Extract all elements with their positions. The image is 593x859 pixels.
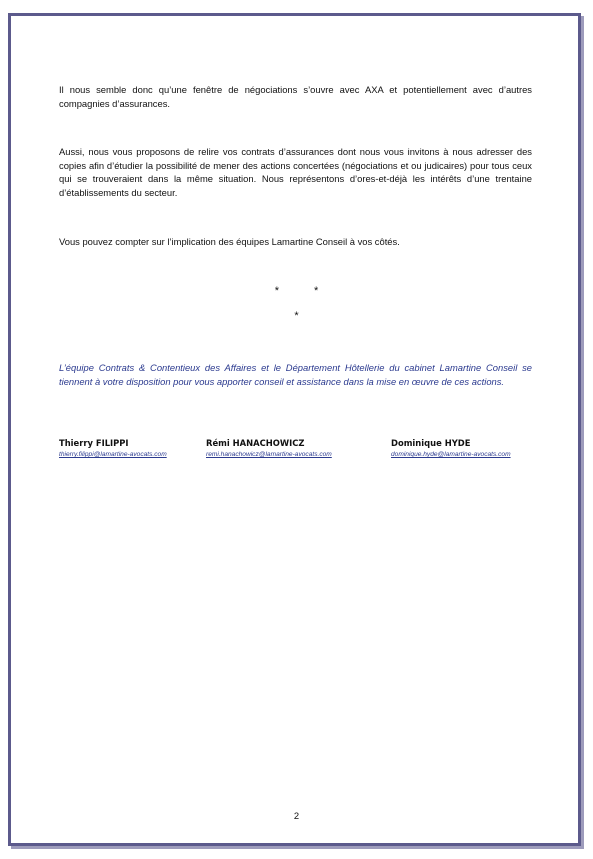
team-availability-note: L’équipe Contrats & Contentieux des Affaires et le Département Hôtellerie du cabinet Lamartine Conseil se tiennent à votre disposition pour vous apporter conseil et assistance dans la mise en œuvre de ces actions. <box>59 362 532 387</box>
signatory-block <box>59 438 167 458</box>
signatory-block <box>391 438 511 458</box>
paragraph-team-commitment: Vous pouvez compter sur l’implication des équipes Lamartine Conseil à vos côtés. <box>59 236 400 247</box>
separator-star: * <box>274 285 279 297</box>
separator-star: * <box>314 285 319 297</box>
signatory-name: Thierry FILIPPI <box>59 438 129 448</box>
page-frame <box>8 13 581 846</box>
signatory-name: Dominique HYDE <box>391 438 471 448</box>
signatory-name: Rémi HANACHOWICZ <box>206 438 305 448</box>
separator-stars-row1 <box>0 285 593 297</box>
separator-star: * <box>294 310 299 322</box>
paragraph-contract-review: Aussi, nous vous proposons de relire vos contrats d’assurances dont nous vous invitons à nous adresser des copies afin d’étudier la possibilité de mener des actions concertées (négociations et ou judicaires) pour tous ceux qui se trouveraient dans la même situation. Nous représentons d’ores-et-déjà les intérêts d’une trentaine d’établissements du secteur. <box>59 146 532 198</box>
signatory-block <box>206 438 332 458</box>
page-number: 2 <box>293 810 300 821</box>
separator-stars-row2 <box>0 310 593 322</box>
signatory-email-link[interactable]: dominique.hyde@lamartine-avocats.com <box>391 451 511 458</box>
paragraph-negotiation-window: Il nous semble donc qu’une fenêtre de négociations s’ouvre avec AXA et potentiellement avec d’autres compagnies d’assurances. <box>59 84 532 109</box>
signatory-email-link[interactable]: thierry.filippi@lamartine-avocats.com <box>59 451 167 458</box>
signatory-email-link[interactable]: remi.hanachowicz@lamartine-avocats.com <box>206 451 332 458</box>
